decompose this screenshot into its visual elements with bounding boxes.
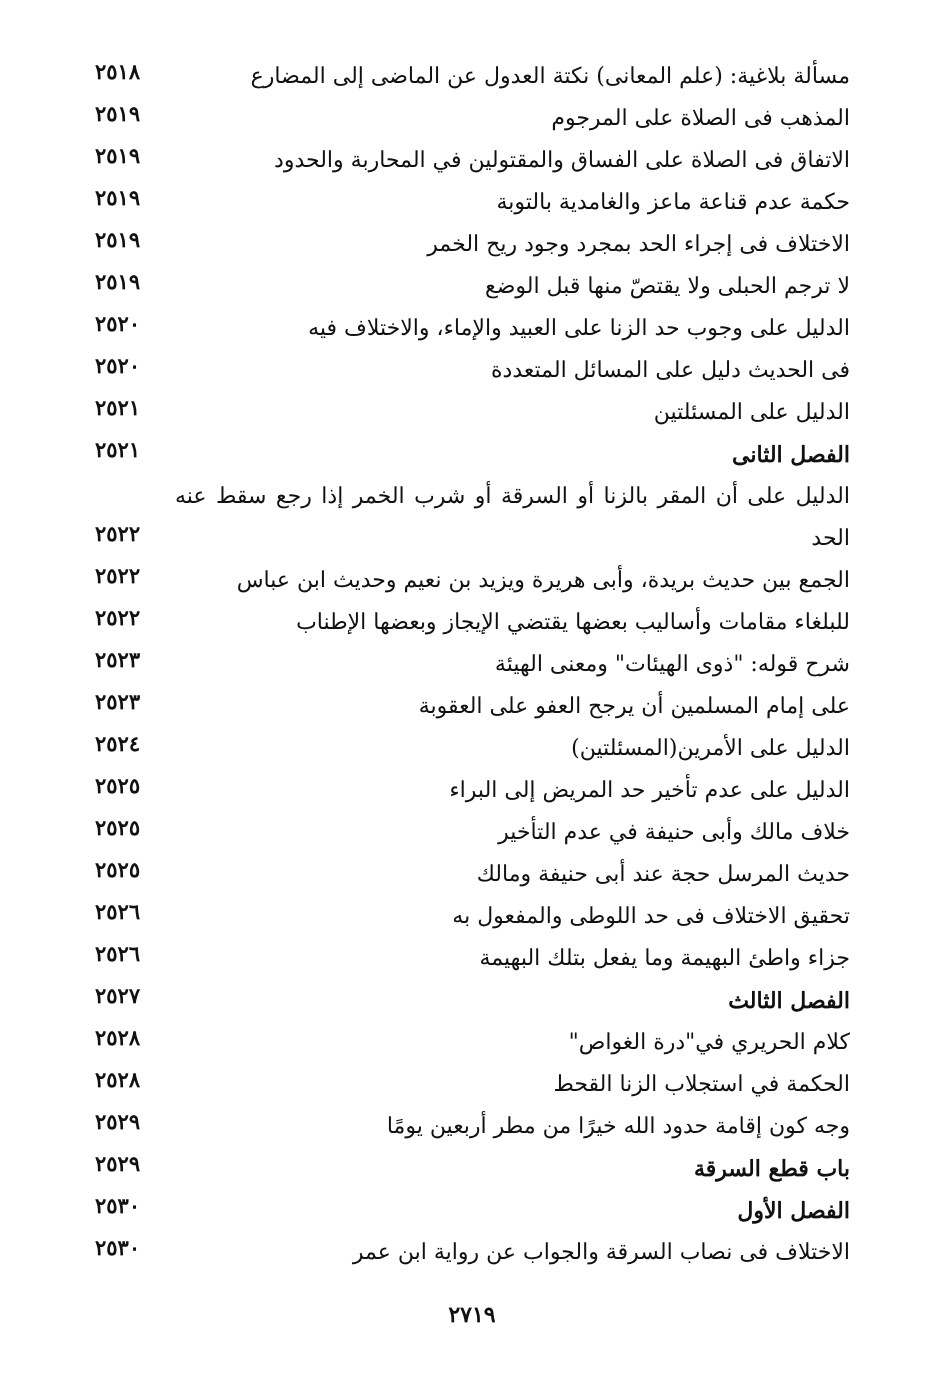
- page-number: ٢٧١٩: [448, 1302, 496, 1328]
- toc-entry-page-number: ٢٥٢٢: [95, 521, 141, 546]
- toc-entry-title: حكمة عدم قناعة ماعز والغامدية بالتوبة: [496, 190, 850, 215]
- toc-entry: [95, 602, 850, 644]
- toc-entry-title: جزاء واطئ البهيمة وما يفعل بتلك البهيمة: [479, 946, 850, 971]
- toc-entry-page-number: ٢٥٢٠: [95, 311, 141, 336]
- toc-entry: [95, 224, 850, 266]
- toc-entry-page-number: ٢٥٢٩: [95, 1109, 141, 1134]
- toc-entry-title: وجه كون إقامة حدود الله خيرًا من مطر أربعين يومًا: [386, 1114, 850, 1139]
- toc-entry-title: الفصل الثالث: [728, 988, 850, 1014]
- toc-entry: [95, 812, 850, 854]
- toc-entry-page-number: ٢٥٢٥: [95, 815, 141, 840]
- toc-entry: [95, 770, 850, 812]
- toc-entry: [95, 266, 850, 308]
- toc-entry: [95, 1232, 850, 1274]
- toc-entry-page-number: ٢٥٣٠: [95, 1193, 141, 1218]
- toc-entry-title: الجمع بين حديث بريدة، وأبى هريرة ويزيد بن نعيم وحديث ابن عباس: [236, 568, 850, 593]
- toc-entry-title: الدليل على عدم تأخير حد المريض إلى البراء: [449, 778, 850, 803]
- toc-entry-page-number: ٢٥٢٣: [95, 647, 141, 672]
- toc-entry: [95, 728, 850, 770]
- toc-entry-page-number: ٢٥١٩: [95, 143, 141, 168]
- toc-entry-page-number: ٢٥٢١: [95, 395, 141, 420]
- toc-entry-title: تحقيق الاختلاف فى حد اللوطى والمفعول به: [452, 904, 850, 929]
- toc-entry-page-number: ٢٥١٨: [95, 59, 141, 84]
- toc-entry: [95, 308, 850, 350]
- toc-entry-title: الدليل على وجوب حد الزنا على العبيد والإماء، والاختلاف فيه: [308, 316, 850, 341]
- toc-entry-page-number: ٢٥٢٩: [95, 1151, 141, 1176]
- toc-entry-page-number: ٢٥٢٨: [95, 1067, 141, 1092]
- toc-entry-title: المذهب فى الصلاة على المرجوم: [551, 106, 850, 131]
- toc-entry-page-number: ٢٥٢١: [95, 437, 141, 462]
- toc-entry-page-number: ٢٥٢٥: [95, 857, 141, 882]
- toc-entry-title: باب قطع السرقة: [693, 1156, 850, 1182]
- toc-entry-title: الحكمة في استجلاب الزنا القحط: [553, 1072, 850, 1097]
- toc-entry: [95, 140, 850, 182]
- toc-entry-title: للبلغاء مقامات وأساليب بعضها يقتضي الإيجاز وبعضها الإطناب: [296, 610, 850, 635]
- toc-entry-page-number: ٢٥٢٦: [95, 941, 141, 966]
- toc-entry-title: شرح قوله: "ذوى الهيئات" ومعنى الهيئة: [494, 652, 850, 677]
- toc-entry-page-number: ٢٥١٩: [95, 185, 141, 210]
- toc-entry-title: الفصل الثانى: [732, 442, 850, 468]
- toc-entry: [95, 644, 850, 686]
- toc-entry-page-number: ٢٥١٩: [95, 227, 141, 252]
- toc-entry-page-number: ٢٥٢٢: [95, 563, 141, 588]
- toc-entry: [95, 938, 850, 980]
- toc-entry: [95, 896, 850, 938]
- toc-section-heading: [95, 1148, 850, 1190]
- toc-entry: [95, 182, 850, 224]
- toc-section-heading: [95, 1190, 850, 1232]
- toc-entry: [95, 98, 850, 140]
- toc-entry: [95, 392, 850, 434]
- toc-entry-page-number: ٢٥٢٢: [95, 605, 141, 630]
- toc-entry-title: على إمام المسلمين أن يرجح العفو على العقوبة: [418, 694, 850, 719]
- toc-entry: [95, 1022, 850, 1064]
- toc-entry-title: الفصل الأول: [737, 1198, 850, 1224]
- toc-entry: [95, 560, 850, 602]
- toc-entry-page-number: ٢٥٢٨: [95, 1025, 141, 1050]
- toc-entry-title: الدليل على أن المقر بالزنا أو السرقة أو شرب الخمر إذا رجع سقط عنه الحد: [175, 484, 850, 551]
- toc-entry-title: لا ترجم الحبلى ولا يقتصّ منها قبل الوضع: [485, 274, 850, 299]
- toc-entry-page-number: ٢٥٢٧: [95, 983, 141, 1008]
- toc-entry-page-number: ٢٥٢٦: [95, 899, 141, 924]
- table-of-contents: [95, 56, 850, 1274]
- toc-entry: [95, 1106, 850, 1148]
- toc-entry-page-number: ٢٥٢٠: [95, 353, 141, 378]
- toc-entry: [95, 854, 850, 896]
- toc-entry-title: الاختلاف فى إجراء الحد بمجرد وجود ريح الخمر: [427, 232, 850, 257]
- toc-entry: [95, 56, 850, 98]
- toc-entry-page-number: ٢٥٢٥: [95, 773, 141, 798]
- toc-entry-page-number: ٢٥١٩: [95, 269, 141, 294]
- toc-entry-title: الدليل على المسئلتين: [653, 400, 850, 425]
- toc-entry: [95, 1064, 850, 1106]
- toc-entry-title: الاتفاق فى الصلاة على الفساق والمقتولين في المحاربة والحدود: [274, 148, 850, 173]
- toc-section-heading: [95, 434, 850, 476]
- toc-entry-page-number: ٢٥٢٤: [95, 731, 141, 756]
- toc-entry-title: الدليل على الأمرين(المسئلتين): [571, 736, 850, 761]
- toc-entry-page-number: ٢٥٣٠: [95, 1235, 141, 1260]
- toc-entry: [95, 476, 850, 560]
- toc-entry-page-number: ٢٥٢٣: [95, 689, 141, 714]
- toc-section-heading: [95, 980, 850, 1022]
- toc-entry-title: خلاف مالك وأبى حنيفة في عدم التأخير: [498, 820, 850, 845]
- toc-entry-title: مسألة بلاغية: (علم المعانى) نكتة العدول عن الماضى إلى المضارع: [250, 64, 850, 89]
- toc-entry-title: فى الحديث دليل على المسائل المتعددة: [491, 358, 850, 383]
- toc-entry: [95, 686, 850, 728]
- toc-entry-title: حديث المرسل حجة عند أبى حنيفة ومالك: [476, 862, 850, 887]
- toc-entry-page-number: ٢٥١٩: [95, 101, 141, 126]
- toc-entry-title: كلام الحريري في"درة الغواص": [568, 1030, 850, 1055]
- toc-entry: [95, 350, 850, 392]
- toc-entry-title: الاختلاف فى نصاب السرقة والجواب عن رواية ابن عمر: [352, 1240, 850, 1265]
